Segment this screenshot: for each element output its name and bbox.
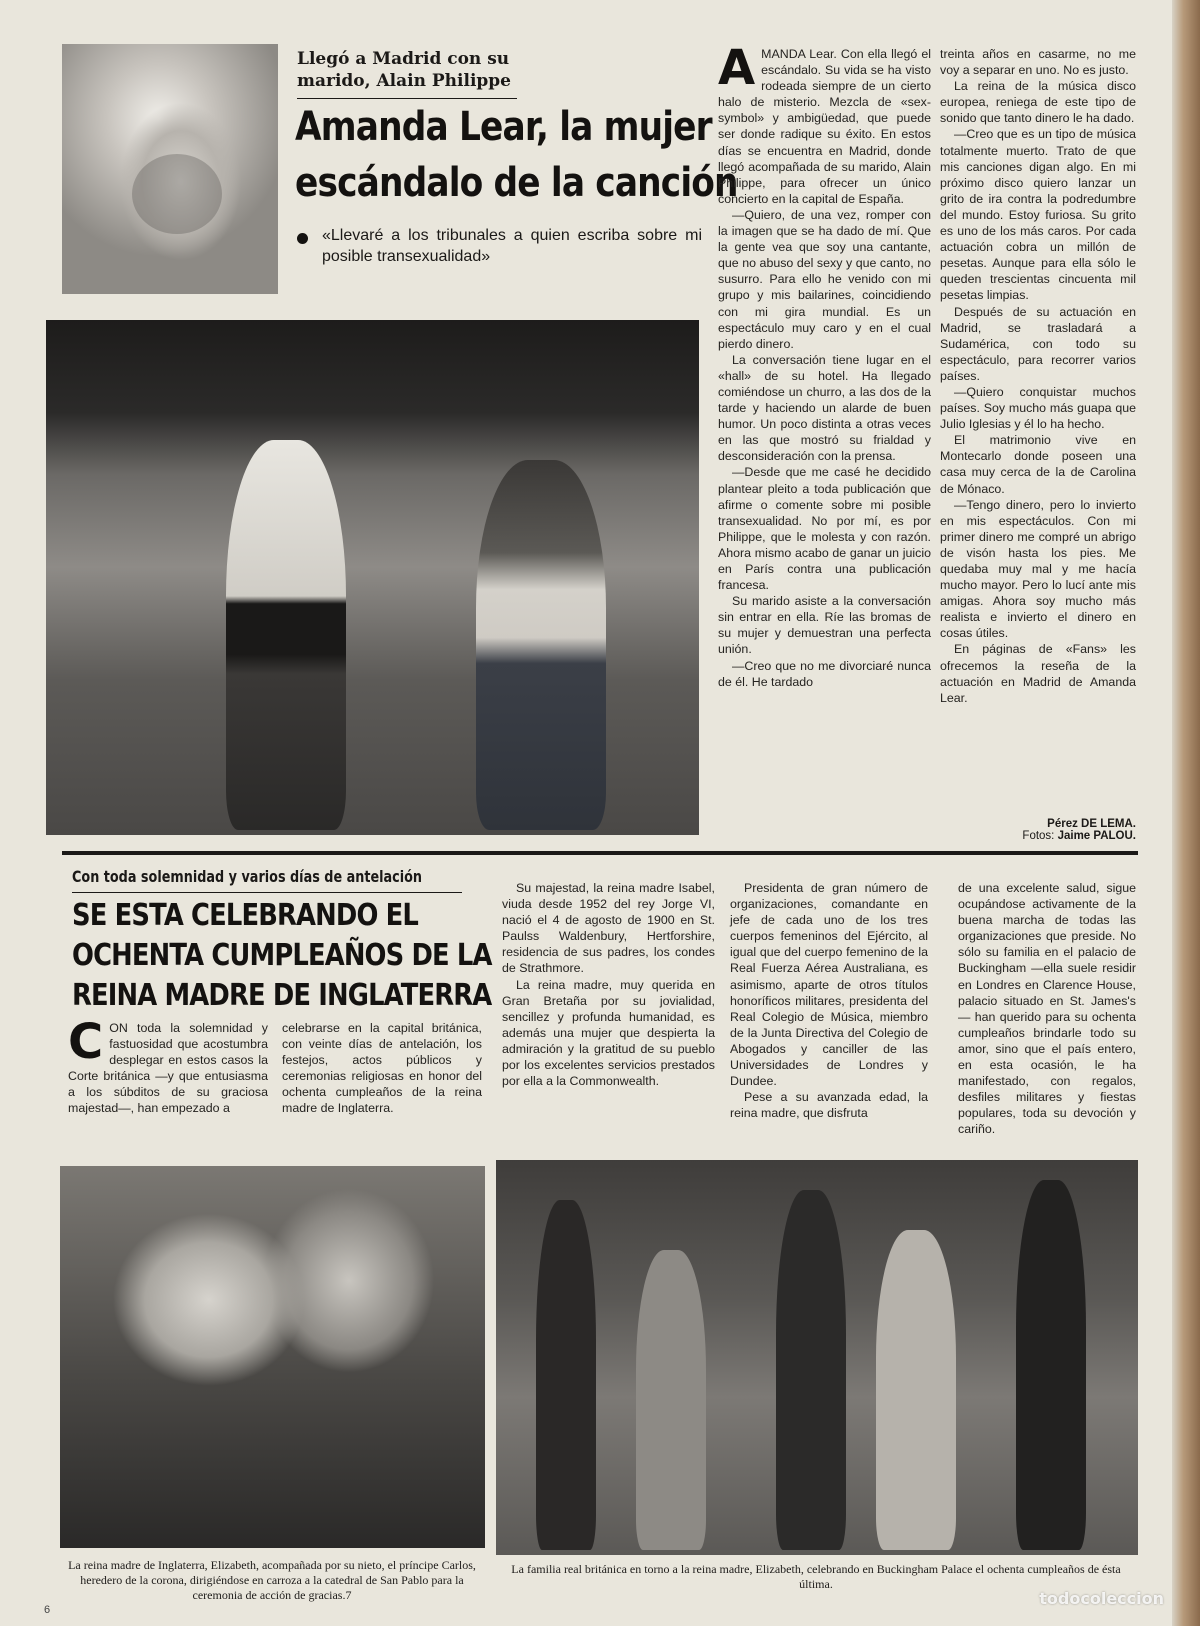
article1-deck: «Llevaré a los tribunales a quien escriba sobre mi posible transexualidad» xyxy=(322,227,702,265)
royal-family-photo xyxy=(496,1160,1138,1555)
article1-column-1: AMANDA Lear. Con ella llegó el escándalo. Su vida se ha visto rodeada siempre de un cierto halo de misterio. Mezcla de «sex-symbol» y ambigüedad, que puede ser donde radique su éxito. En estos días se encuentra en Madrid, donde llegó acompañada de su marido, Alain Philippe, para ofrecer un único concierto en la capital de España. —Quiero, de una vez, romper con la imagen que se ha dado de mí. Que la gente vea que soy una cantante, que no abuso del sexy y que canto, no susurro. Para ello he venido con mi grupo y mis bailarines, coincidiendo con mi gira mundial. Es un espectáculo muy caro y en el cual pierdo dinero. La conversación tiene lugar en el «hall» de su hotel. Ha llegado comiéndose un churro, a las dos de la tarde y haciendo un alarde de buen humor. Un poco distinta a otras veces en las que mostró su frialdad y desconsideración con la prensa. —Desde que me casé he decidido plantear pleito a toda publicación que afirme o comente sobre mi posible transexualidad. No por mí, es por Philippe, que le molesta y con razón. Ahora mismo acabo de ganar un juicio en París contra una publicación francesa. Su marido asiste a la conversación sin entrar en ella. Ríe las bromas de su mujer y demuestran una perfecta unión. —Creo que no me divorciaré nunca de él. He tardado xyxy=(718,40,931,689)
article2-headline-line3: REINA MADRE DE INGLATERRA xyxy=(72,978,492,1013)
caption-right-photo: La familia real británica en torno a la reina madre, Elizabeth, celebrando en Buckingham Palace el ochenta cumpleaños de ésta última. xyxy=(511,1562,1121,1591)
article2-kicker: Con toda solemnidad y varios días de antelación xyxy=(72,867,423,886)
article1-headline-line2: escándalo de la canción xyxy=(295,160,738,206)
article2-column-1: CON toda la solemnidad y fastuosidad que acostumbra desplegar en estos casos la Corte británica —y que entusiasma a los súbditos de su graciosa majestad—, han empezado a xyxy=(68,1014,268,1116)
article2-column-5: de una excelente salud, sigue ocupándose activamente de la buena marcha de todas las organizaciones que preside. No sólo su familia en el palacio de Buckingham —ella suele residir en Londres en Clarence House, palacio situado en St. James's— han querido para su ochenta cumpleaños brindarle todo su amor, sino que el país entero, en esta ocasión, le ha manifestado, con regalos, desfiles militares y fiestas populares, toda su devoción y cariño. xyxy=(958,881,1136,1137)
photo-credit: Fotos: Jaime PALOU. xyxy=(1022,830,1136,842)
article2-column-4: Presidenta de gran número de organizaciones, comandante en jefe de cada uno de los tres cuerpos femeninos del Ejército, al igual que del cuerpo femenino de la Real Fuerza Aérea Australiana, es asimismo, aparte de otros títulos honoríficos militares, presidenta del Real Colegio de Música, miembro de la Junta Directiva del Colegio de Abogados y canciller de las Universidades de Londres y Dundee. Pese a su avanzada edad, la reina madre, que disfruta xyxy=(730,881,928,1121)
amanda-lear-portrait-photo xyxy=(62,44,278,294)
kicker-underline xyxy=(297,98,517,99)
page-edge xyxy=(1172,0,1200,1626)
article1-byline xyxy=(940,818,1136,842)
dropcap-a: A xyxy=(718,40,756,96)
article2-headline-line2: OCHENTA CUMPLEAÑOS DE LA xyxy=(72,938,492,973)
author-credit: Pérez DE LEMA. xyxy=(1047,818,1136,830)
dropcap-c: C xyxy=(68,1014,104,1070)
article1-column-2: treinta años en casarme, no me voy a separar en uno. No es justo. La reina de la música disco europea, reniega de este tipo de sonido que tanto dinero le ha dado. —Creo que es un tipo de música totalmente muerto. Trato de que mis canciones digan algo. En mi próximo disco quiero lanzar un grito de ira contra la podredumbre del mundo. Estoy furiosa. Su grito es uno de los más caros. Por cada actuación cobra un millón de pesetas. Aunque para ella sólo le queden trescientas cincuenta mil pesetas limpias. Después de su actuación en Madrid, se trasladará a Sudamérica, con todo su espectáculo, para recorrer varios países. —Quiero conquistar muchos países. Soy mucho más guapa que Julio Iglesias y él lo ha hecho. El matrimonio vive en Montecarlo donde poseen una casa muy cerca de la de Carolina de Mónaco. —Tengo dinero, pero lo invierto en mis espectáculos. Con mi primer dinero me compré un abrigo de visón hasta los pies. Me quedaba muy mal y me hacía mucho mayor. Pero lo lucí ante mis amigas. Ahora soy mucho más realista e invierto el dinero en cosas útiles. En páginas de «Fans» les ofrecemos la reseña de la actuación en Madrid de Amanda Lear. xyxy=(940,47,1136,705)
article1-headline-line1: Amanda Lear, la mujer xyxy=(295,104,712,150)
article2-column-2: celebrarse en la capital británica, con veinte días de antelación, los festejos, actos públicos y ceremonias religiosas en honor del ochenta cumpleaños de la reina madre de Inglaterra. xyxy=(282,1021,482,1116)
kicker-underline xyxy=(72,892,462,893)
queen-mother-and-prince-charles-photo xyxy=(60,1166,485,1548)
article1-kicker: Llegó a Madrid con su marido, Alain Philippe xyxy=(297,49,511,91)
page-number: 6 xyxy=(44,1604,51,1616)
caption-left-photo: La reina madre de Inglaterra, Elizabeth, acompañada por su nieto, el príncipe Carlos, heredero de la corona, dirigiéndose en carroza a la catedral de San Pablo para la ceremonia de acción de gracias.7 xyxy=(68,1558,476,1602)
watermark: todocoleccion xyxy=(1039,1589,1164,1608)
bullet-icon xyxy=(297,233,308,244)
article2-headline-line1: SE ESTA CELEBRANDO EL xyxy=(72,898,418,933)
amanda-lear-and-husband-photo xyxy=(46,320,699,835)
section-divider xyxy=(62,851,1138,855)
article2-column-3: Su majestad, la reina madre Isabel, viuda desde 1952 del rey Jorge VI, nació el 4 de agosto de 1900 en St. Paulss Waldenbury, Hertforshire, residencia de sus padres, los condes de Strathmore. La reina madre, muy querida en Gran Bretaña por su jovialidad, sencillez y profunda humanidad, es además una mujer que despierta la admiración y la gratitud de su pueblo por los excelentes servicios prestados por ella a la Commonwealth. xyxy=(502,881,715,1089)
